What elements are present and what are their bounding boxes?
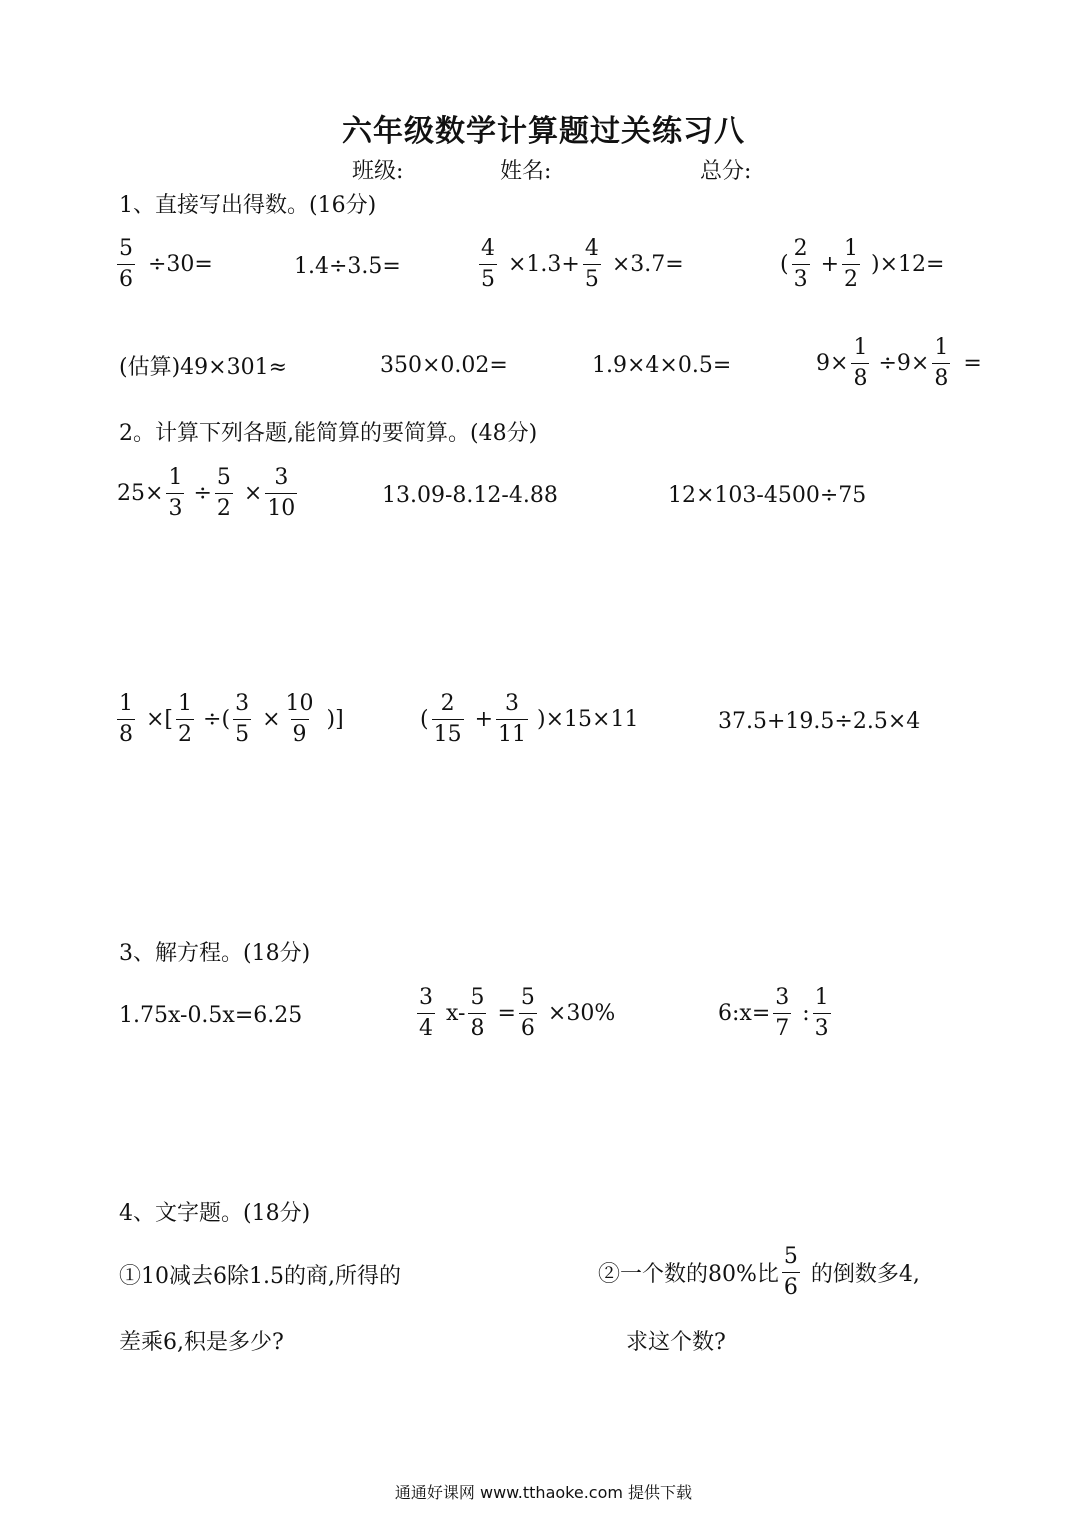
problem-1e bbox=[119, 337, 287, 393]
fraction bbox=[932, 337, 950, 390]
denominator: 3 bbox=[792, 264, 810, 291]
expression-text: = bbox=[963, 351, 982, 376]
expression-text: + bbox=[474, 707, 494, 732]
expression-text: ①10减去6除1.5的商,所得的 bbox=[119, 1263, 401, 1289]
equation-3 bbox=[718, 987, 834, 1040]
name-label: 姓名: bbox=[500, 159, 552, 184]
denominator: 8 bbox=[117, 719, 135, 746]
expression-text: ÷9× bbox=[878, 351, 930, 376]
fraction bbox=[782, 1246, 800, 1299]
denominator: 9 bbox=[291, 719, 309, 746]
problem-2b bbox=[382, 467, 558, 523]
section-1-heading: 1、直接写出得数。(16分) bbox=[119, 193, 377, 218]
expression-text: ×3.7= bbox=[611, 252, 684, 277]
footer-text: 通通好课网 www.tthaoke.com 提供下载 bbox=[394, 1483, 693, 1502]
fraction bbox=[417, 987, 435, 1040]
expression-text: 1.4÷3.5= bbox=[294, 253, 401, 279]
denominator: 5 bbox=[479, 264, 497, 291]
fraction bbox=[842, 238, 860, 291]
denominator: 2 bbox=[215, 493, 233, 520]
numerator: 5 bbox=[470, 985, 485, 1010]
fraction bbox=[813, 987, 831, 1040]
problem-1b bbox=[294, 238, 401, 294]
expression-text: ②一个数的80%比 bbox=[598, 1262, 779, 1287]
expression-text: 25× bbox=[117, 481, 164, 506]
problem-1g bbox=[592, 337, 731, 393]
problem-1c bbox=[476, 238, 684, 291]
numerator: 1 bbox=[934, 335, 949, 360]
section-2-heading: 2。计算下列各题,能简算的要简算。(48分) bbox=[119, 421, 538, 446]
numerator: 1 bbox=[168, 465, 183, 490]
word-problem-1-line-2: 差乘6,积是多少? bbox=[119, 1330, 284, 1355]
numerator: 3 bbox=[235, 691, 250, 716]
section-3-heading: 3、解方程。(18分) bbox=[119, 941, 311, 966]
expression-text: : bbox=[802, 1001, 810, 1026]
numerator: 3 bbox=[419, 985, 433, 1010]
expression-text: ÷ bbox=[193, 481, 212, 506]
expression-text: x- bbox=[446, 1001, 466, 1026]
problem-2d bbox=[114, 693, 344, 746]
fraction bbox=[166, 467, 184, 520]
fraction bbox=[583, 238, 601, 291]
expression-text: ÷( bbox=[203, 707, 231, 732]
expression-text: 1.75x-0.5x=6.25 bbox=[119, 1002, 303, 1028]
equation-1 bbox=[119, 987, 302, 1043]
fraction bbox=[792, 238, 810, 291]
fraction bbox=[176, 693, 194, 746]
denominator: 3 bbox=[813, 1013, 831, 1040]
word-problem-2-line-2: 求这个数? bbox=[626, 1330, 726, 1355]
denominator: 6 bbox=[117, 264, 135, 291]
numerator: 2 bbox=[440, 691, 455, 716]
page-title: 六年级数学计算题过关练习八 bbox=[342, 114, 745, 149]
denominator: 3 bbox=[166, 493, 184, 520]
class-label: 班级: bbox=[352, 159, 404, 184]
fraction bbox=[496, 693, 528, 746]
denominator: 5 bbox=[233, 719, 251, 746]
numerator: 1 bbox=[119, 691, 133, 716]
numerator: 5 bbox=[520, 985, 535, 1010]
denominator: 5 bbox=[583, 264, 601, 291]
score-label: 总分: bbox=[700, 159, 752, 184]
fraction bbox=[519, 987, 537, 1040]
expression-text: 37.5+19.5÷2.5×4 bbox=[718, 708, 921, 734]
denominator: 8 bbox=[851, 363, 869, 390]
denominator: 2 bbox=[176, 719, 194, 746]
expression-text: ( bbox=[420, 707, 429, 732]
expression-text: )×15×11 bbox=[537, 707, 639, 732]
fraction bbox=[265, 467, 297, 520]
denominator: 7 bbox=[773, 1013, 791, 1040]
expression-text: × bbox=[243, 481, 263, 506]
expression-text: (估算)49×301≈ bbox=[119, 354, 288, 380]
problem-1f bbox=[380, 337, 508, 393]
expression-text: ×30% bbox=[547, 1001, 616, 1026]
problem-1a bbox=[114, 238, 213, 291]
numerator: 1 bbox=[814, 985, 829, 1010]
word-problem-2-line-1 bbox=[598, 1246, 920, 1299]
numerator: 3 bbox=[274, 465, 289, 490]
expression-text: 的倒数多4, bbox=[810, 1262, 920, 1287]
expression-text: ×1.3+ bbox=[508, 252, 580, 277]
fraction bbox=[479, 238, 497, 291]
numerator: 5 bbox=[216, 465, 231, 490]
expression-text: 6:x= bbox=[718, 1001, 771, 1026]
equation-2 bbox=[414, 987, 615, 1040]
denominator: 15 bbox=[432, 719, 464, 746]
numerator: 1 bbox=[844, 236, 859, 261]
expression-text: ( bbox=[780, 252, 789, 277]
fraction bbox=[851, 337, 869, 390]
problem-2f bbox=[718, 693, 920, 749]
numerator: 4 bbox=[481, 236, 495, 261]
numerator: 4 bbox=[584, 236, 599, 261]
numerator: 1 bbox=[178, 691, 193, 716]
expression-text: ÷30= bbox=[148, 252, 213, 277]
numerator: 5 bbox=[783, 1244, 798, 1269]
denominator: 8 bbox=[468, 1013, 486, 1040]
denominator: 11 bbox=[496, 719, 528, 746]
problem-1d bbox=[780, 238, 944, 291]
word-problem-1-line-1 bbox=[119, 1246, 401, 1302]
expression-text: )×12= bbox=[871, 252, 945, 277]
fraction bbox=[233, 693, 251, 746]
numerator: 5 bbox=[119, 236, 133, 261]
denominator: 10 bbox=[265, 493, 297, 520]
expression-text: 350×0.02= bbox=[380, 352, 508, 378]
numerator: 1 bbox=[853, 335, 868, 360]
fraction bbox=[215, 467, 233, 520]
denominator: 4 bbox=[417, 1013, 435, 1040]
expression-text: 12×103-4500÷75 bbox=[668, 482, 867, 508]
fraction bbox=[468, 987, 486, 1040]
numerator: 10 bbox=[285, 691, 314, 716]
numerator: 2 bbox=[793, 236, 808, 261]
fraction bbox=[432, 693, 464, 746]
denominator: 6 bbox=[519, 1013, 537, 1040]
fraction bbox=[773, 987, 791, 1040]
denominator: 8 bbox=[932, 363, 950, 390]
expression-text: 9× bbox=[816, 351, 849, 376]
expression-text: + bbox=[820, 252, 840, 277]
expression-text: ×[ bbox=[146, 707, 174, 732]
expression-text: )] bbox=[326, 707, 344, 732]
problem-2c bbox=[668, 467, 866, 523]
fraction bbox=[284, 693, 316, 746]
denominator: 2 bbox=[842, 264, 860, 291]
fraction bbox=[117, 238, 135, 291]
expression-text: × bbox=[262, 707, 281, 732]
problem-2e bbox=[420, 693, 638, 746]
problem-1h bbox=[816, 337, 982, 390]
problem-2a bbox=[117, 467, 300, 520]
fraction bbox=[117, 693, 135, 746]
expression-text: = bbox=[497, 1001, 516, 1026]
expression-text: 13.09-8.12-4.88 bbox=[382, 482, 558, 508]
section-4-heading: 4、文字题。(18分) bbox=[119, 1201, 311, 1226]
expression-text: 1.9×4×0.5= bbox=[592, 352, 732, 378]
denominator: 6 bbox=[782, 1272, 800, 1299]
numerator: 3 bbox=[505, 691, 520, 716]
numerator: 3 bbox=[775, 985, 790, 1010]
